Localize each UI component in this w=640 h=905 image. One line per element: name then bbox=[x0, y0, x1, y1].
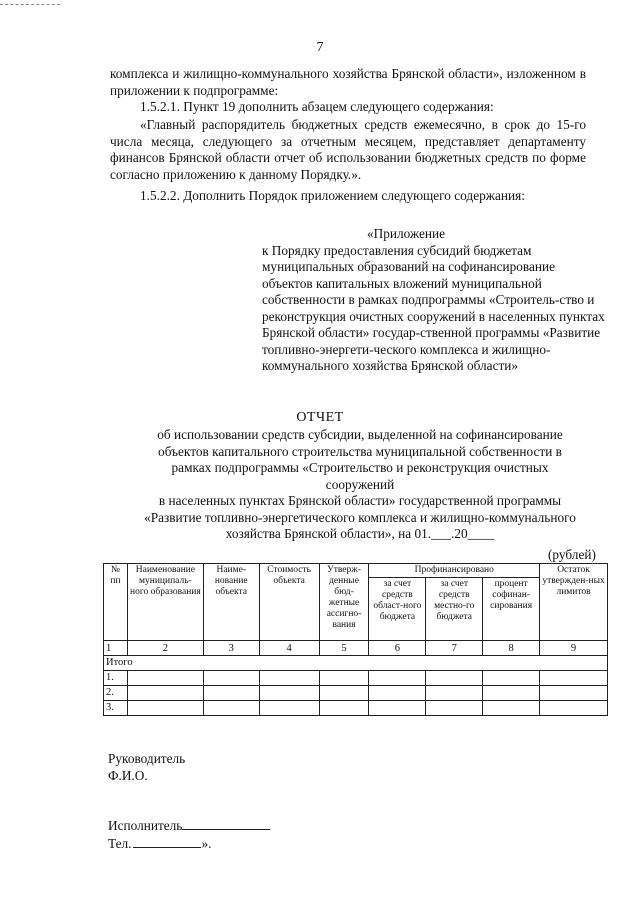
appendix-header bbox=[262, 226, 607, 375]
intro-paragraph-1: комплекса и жилищно-коммунального хозяйства Брянской области», изложенном в приложении к подпрограмме: bbox=[110, 66, 586, 98]
column-number: 5 bbox=[319, 641, 369, 656]
intro-paragraph-4: 1.5.2.2. Дополнить Порядок приложением следующего содержания: bbox=[140, 188, 525, 203]
report-subtitle-line: в населенных пунктах Брянской области» государственной программы bbox=[158, 493, 562, 508]
signature-executor bbox=[108, 817, 270, 834]
appendix-title: «Приложение bbox=[367, 226, 446, 241]
column-number: 8 bbox=[483, 641, 540, 656]
report-table bbox=[103, 563, 608, 716]
report-subtitle-line: об использовании средств субсидии, выделенной на софинансирование bbox=[157, 427, 563, 442]
column-number: 3 bbox=[203, 641, 259, 656]
phone-label: Тел. bbox=[108, 836, 132, 851]
column-number: 9 bbox=[540, 641, 608, 656]
column-number: 6 bbox=[369, 641, 426, 656]
phone-end: ». bbox=[201, 836, 212, 851]
signature-head: Руководитель bbox=[108, 751, 186, 766]
page-number: 7 bbox=[316, 40, 324, 55]
executor-blank bbox=[182, 817, 270, 830]
report-subtitle-line: объектов капитального строительства муниципальной собственности в bbox=[158, 443, 562, 459]
header-municipality: Наименование муниципаль-ного образования bbox=[127, 564, 203, 641]
row-number: 1. bbox=[104, 671, 128, 686]
report-subtitle-line: сооружений bbox=[325, 476, 395, 492]
header-regional-budget: за счет средств област-ного бюджета bbox=[369, 578, 426, 641]
report-subtitle-line: рамках подпрограммы «Строительство и реконструкция очистных bbox=[171, 460, 549, 475]
table-row bbox=[104, 671, 608, 686]
scan-corner-mark bbox=[0, 0, 60, 5]
column-number: 7 bbox=[426, 641, 483, 656]
executor-label: Исполнитель bbox=[108, 818, 183, 833]
table-row bbox=[104, 686, 608, 701]
column-number: 1 bbox=[104, 641, 128, 656]
total-row: Итого bbox=[104, 656, 608, 671]
appendix-text: к Порядку предоставления субсидий бюджетам муниципальных образований на софинансирование объектов капитальных вложений муниципальной собственности в рамках подпрограммы «Строитель-ство и реконструкция очистных сооружений в населенных пунктах Брянской области» государ-ственной программы «Развитие топливно-энергети-ческого комплекса и жилищно-коммунального хозяйства Брянской области» bbox=[262, 242, 605, 373]
report-subtitle-line: «Развитие топливно-энергетического комплекса и жилищно-коммунального bbox=[144, 509, 576, 525]
intro-paragraph-3: «Главный распорядитель бюджетных средств ежемесячно, в срок до 15-го числа месяца, следующего за отчетным месяцем, представляет департаменту финансов Брянской области отчет об использовании бюджетных средств по форме согласно приложению к данному Порядку.». bbox=[110, 117, 586, 182]
header-object: Наиме-нование объекта bbox=[203, 564, 259, 641]
signature-fio: Ф.И.О. bbox=[108, 768, 148, 783]
column-number: 2 bbox=[127, 641, 203, 656]
header-local-budget: за счет средств местно-го бюджета bbox=[426, 578, 483, 641]
row-number: 3. bbox=[104, 701, 128, 716]
header-remainder: Остаток утвержден-ных лимитов bbox=[540, 564, 608, 641]
header-approved: Утверж-денные бюд-жетные ассигно-вания bbox=[319, 564, 369, 641]
report-subtitle bbox=[110, 427, 610, 543]
header-cofinancing-percent: процент софинан-сирования bbox=[483, 578, 540, 641]
report-title: ОТЧЕТ bbox=[296, 410, 344, 425]
phone-blank bbox=[133, 835, 201, 848]
header-financed: Профинансировано bbox=[369, 564, 540, 578]
report-subtitle-line: хозяйства Брянской области», на 01.___.20____ bbox=[225, 526, 495, 541]
row-number: 2. bbox=[104, 686, 128, 701]
units-label: (рублей) bbox=[548, 547, 596, 562]
table-row bbox=[104, 701, 608, 716]
signature-phone bbox=[108, 835, 211, 852]
header-cost: Стоимость объекта bbox=[259, 564, 319, 641]
header-num: № пп bbox=[104, 564, 128, 641]
column-number: 4 bbox=[259, 641, 319, 656]
intro-paragraph-2: 1.5.2.1. Пункт 19 дополнить абзацем следующего содержания: bbox=[140, 99, 494, 114]
